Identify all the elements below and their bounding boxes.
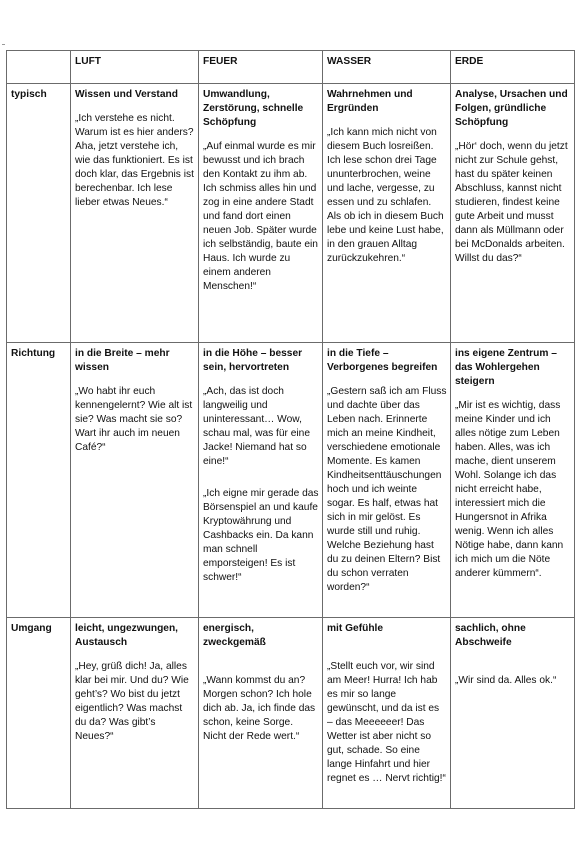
cell-umgang-wasser	[323, 618, 451, 809]
cell-typisch-luft	[71, 84, 199, 343]
cell-heading: ins eigene Zentrum – das Wohlergehen steigern	[455, 348, 557, 387]
cell-heading: Umwandlung, Zerstörung, schnelle Schöpfung	[203, 89, 304, 128]
cell-quote: „Ach, das ist doch langweilig und uninteressant… Wow, schau mal, was für eine Jacke! Niemand hat so eine!“	[203, 386, 311, 467]
header-cell-erde: ERDE	[451, 51, 575, 84]
cell-heading: in die Breite – mehr wissen	[75, 348, 170, 373]
row-label-umgang: Umgang	[7, 618, 71, 809]
cell-richtung-wasser	[323, 343, 451, 618]
cell-heading: sachlich, ohne Abschweife	[455, 623, 526, 648]
cell-heading: in die Höhe – besser sein, hervortreten	[203, 348, 303, 373]
cell-quote: „Wo habt ihr euch kennengelernt? Wie alt ist sie? Was macht sie so? Wart ihr auch im neuen Café?“	[75, 386, 193, 453]
cell-spacer	[327, 646, 447, 660]
header-cell-wasser: WASSER	[323, 51, 451, 84]
elements-table	[6, 50, 575, 809]
cell-quote: „Wir sind da. Alles ok.“	[455, 675, 557, 686]
cell-heading: in die Tiefe – Verborgenes begreifen	[327, 348, 438, 373]
cell-quote: „Auf einmal wurde es mir bewusst und ich brach den Kontakt zu ihm ab. Ich schmiss alles hin und zog in eine andere Stadt und fand dort einen neuen Job. Später wurde ich selbständig, baute ein Haus. Ich wurde zu einem anderen Menschen!“	[203, 141, 318, 292]
page-edge-mark	[2, 44, 5, 45]
cell-heading: Wissen und Verstand	[75, 89, 178, 100]
cell-typisch-wasser	[323, 84, 451, 343]
header-cell-feuer: FEUER	[199, 51, 323, 84]
cell-umgang-feuer	[199, 618, 323, 809]
cell-heading: Analyse, Ursachen und Folgen, gründliche Schöpfung	[455, 89, 568, 128]
table-row-typisch	[7, 84, 575, 343]
cell-richtung-erde	[451, 343, 575, 618]
cell-typisch-feuer	[199, 84, 323, 343]
row-label-typisch: typisch	[7, 84, 71, 343]
elements-table-container	[6, 50, 574, 809]
header-cell-luft: LUFT	[71, 51, 199, 84]
cell-spacer	[203, 660, 319, 674]
cell-heading: mit Gefühle	[327, 623, 384, 634]
cell-quote: „Ich verstehe es nicht. Warum ist es hier anders? Aha, jetzt verstehe ich, wie das funktioniert. Es ist doch klar, das Ergebnis ist berechenbar. Ich lese lieber etwas Neues.“	[75, 113, 194, 208]
cell-quote: „Stellt euch vor, wir sind am Meer! Hurra! Ich hab es mir so lange gewünscht, und da ist es – das Meeeeeer! Das Wetter ist aber nicht so gut, schade. So eine lange Hinfahrt und hier regnet es … Nervt richtig!“	[327, 661, 446, 784]
cell-umgang-erde	[451, 618, 575, 809]
cell-quote: „Gestern saß ich am Fluss und dachte über das Leben nach. Erinnerte mich an meine Kindheit, verschiedene emotionale Momente. Es kamen Kindheitsenttäuschungen hoch und ich weinte sogar. Es half, etwas hat sich in mir gelöst. Es wurde still und ruhig. Welche Beziehung hast du zu deinen Eltern? Bist du schon verraten worden?“	[327, 386, 447, 593]
cell-quote: „Mir ist es wichtig, dass meine Kinder und ich alles nötige zum Leben haben. Alles, was ich mache, dient unserem Wohl. Solange ich das nicht erreicht habe, interessiert mich die Hungersnot in Afrika wenig. Wenn ich alles Nötige habe, dann kann ich mich um die Nöte anderer kümmern“.	[455, 400, 564, 579]
cell-typisch-erde	[451, 84, 575, 343]
table-row-richtung	[7, 343, 575, 618]
cell-quote: „Ich eigne mir gerade das Börsenspiel an und kaufe Kryptowährung und Cashbacks ein. Da kann man schnell emporsteigen! Es ist schwer!“	[203, 488, 319, 583]
cell-spacer	[455, 660, 571, 674]
cell-richtung-feuer	[199, 343, 323, 618]
cell-quote: „Ich kann mich nicht von diesem Buch losreißen. Ich lese schon drei Tage ununterbrochen, weine und lache, vergesse, zu essen und zu schlafen. Als ob ich in diesem Buch lebe und keine Lust habe, in den grauen Alltag zurückzukehren.“	[327, 127, 444, 264]
cell-heading: leicht, ungezwungen, Austausch	[75, 623, 179, 648]
row-label-richtung: Richtung	[7, 343, 71, 618]
cell-umgang-luft	[71, 618, 199, 809]
cell-richtung-luft	[71, 343, 199, 618]
cell-quote: „Hör‘ doch, wenn du jetzt nicht zur Schule gehst, hast du später keinen Abschluss, kannst nicht studieren, findest keine gute Arbeit und musst dann als Müllmann oder bei McDonalds arbeiten. Willst du das?“	[455, 141, 568, 264]
table-header-row	[7, 51, 575, 84]
table-row-umgang	[7, 618, 575, 809]
cell-heading: Wahrnehmen und Ergründen	[327, 89, 413, 114]
cell-heading: energisch, zweckgemäß	[203, 623, 266, 648]
cell-quote: „Wann kommst du an? Morgen schon? Ich hole dich ab. Ja, ich finde das schon, keine Sorge. Nicht der Rede wert.“	[203, 675, 316, 742]
cell-quote: „Hey, grüß dich! Ja, alles klar bei mir. Und du? Wie geht’s? Wo bist du jetzt eigentlich? Was machst du da? Was gibt’s Neues?“	[75, 661, 189, 742]
header-cell-empty	[7, 51, 71, 84]
